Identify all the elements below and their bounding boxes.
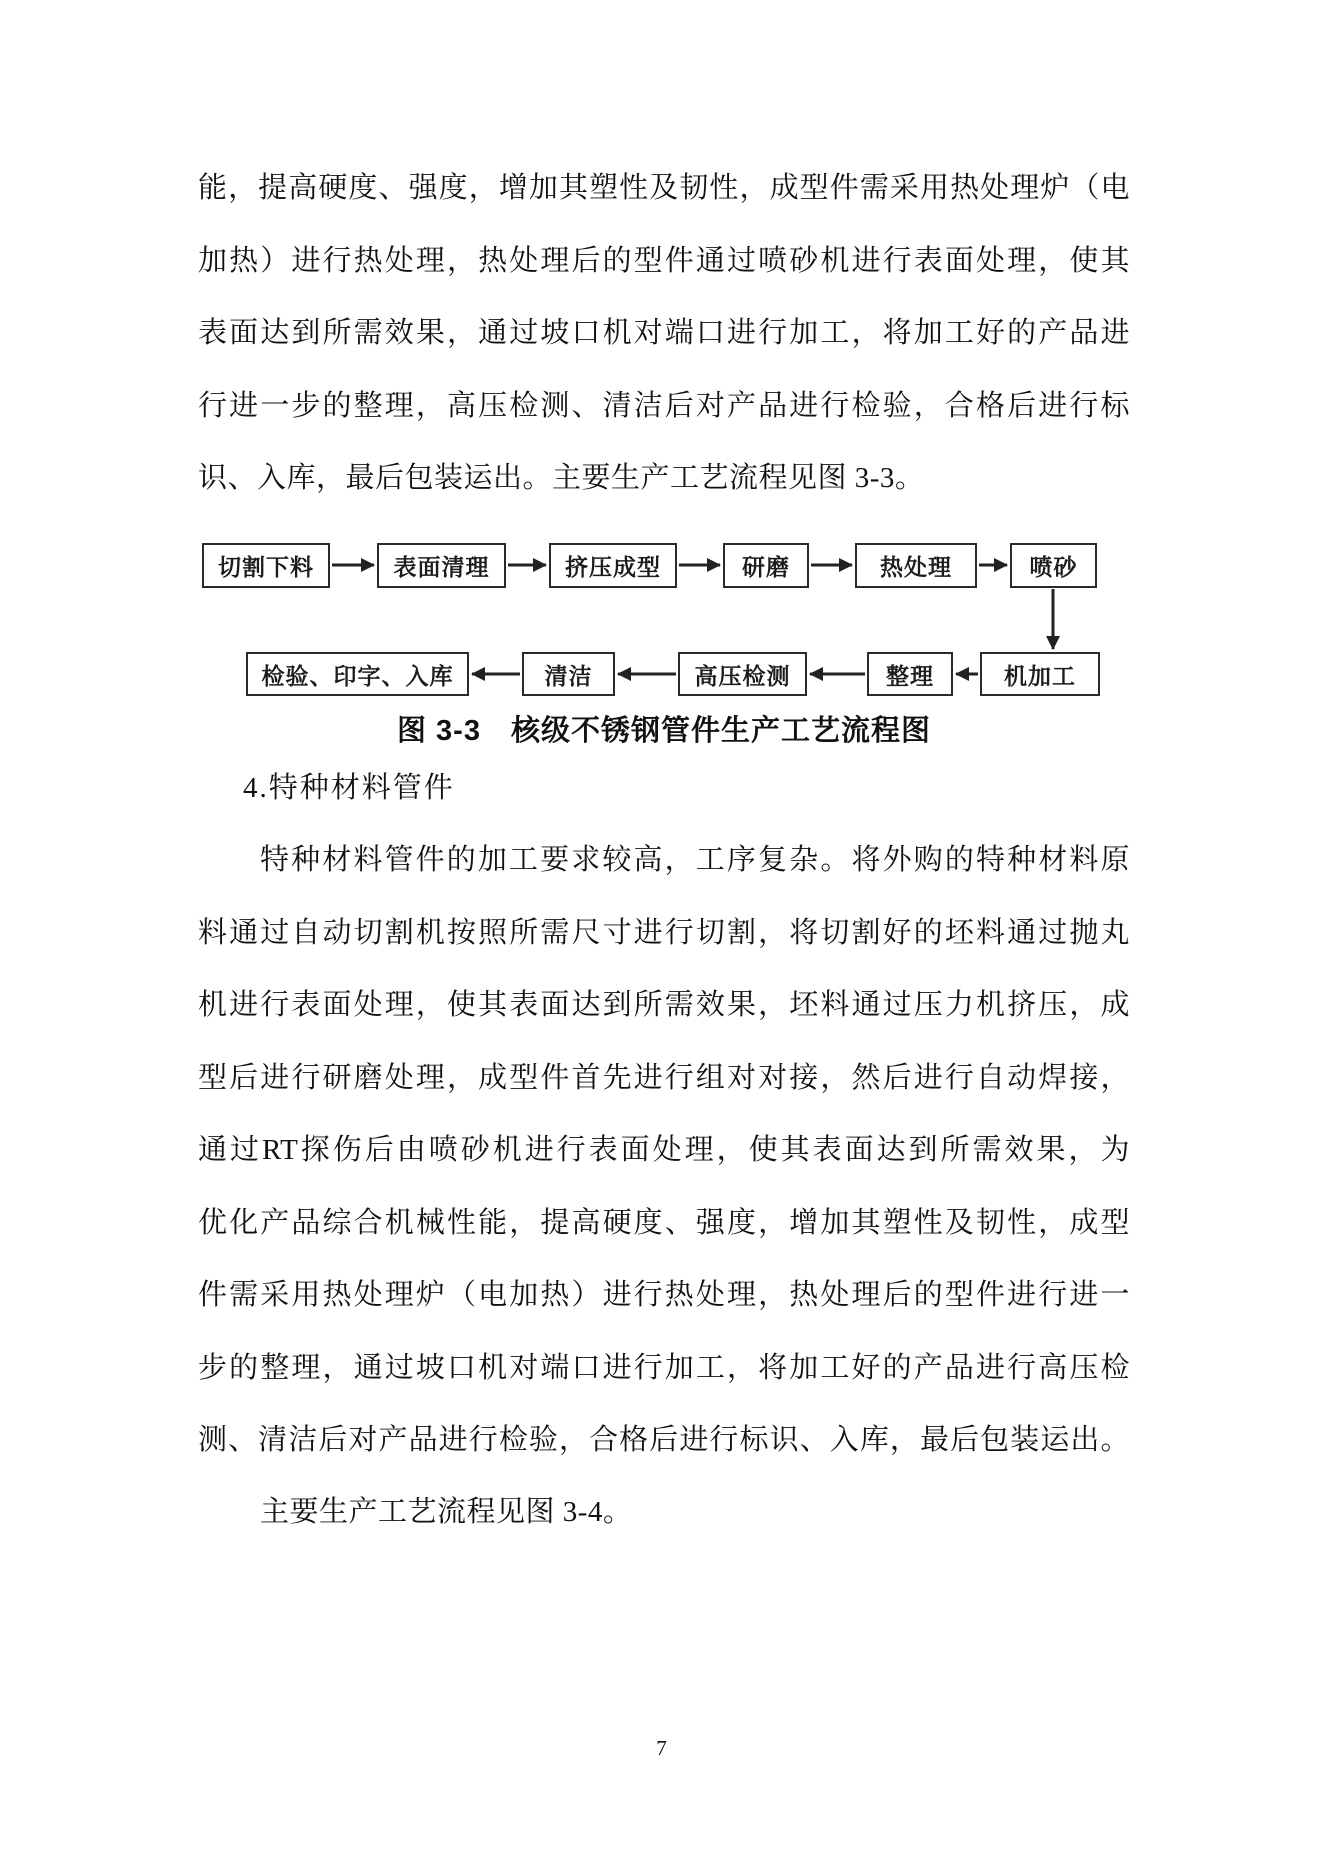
paragraph-2 [198, 824, 1130, 1477]
body-line: 主要生产工艺流程见图 3-4。 [260, 1496, 633, 1528]
body-line: 优化产品综合机械性能，提高硬度、强度，增加其塑性及韧性，成型 [198, 1206, 1130, 1239]
body-line: 加热）进行热处理，热处理后的型件通过喷砂机进行表面处理，使其 [198, 244, 1130, 277]
body-line: 通过RT探伤后由喷砂机进行表面处理，使其表面达到所需效果，为 [198, 1134, 1130, 1166]
body-line: 行进一步的整理，高压检测、清洁后对产品进行检验，合格后进行标 [198, 389, 1130, 422]
flow-step-sandblasting: 喷砂 [1010, 543, 1097, 588]
flow-step-cutting: 切割下料 [202, 543, 330, 588]
flow-step-pressure-test: 高压检测 [678, 652, 807, 696]
body-line: 能，提高硬度、强度，增加其塑性及韧性，成型件需采用热处理炉（电 [198, 172, 1130, 204]
flow-step-grinding: 研磨 [723, 543, 809, 588]
figure-caption: 图 3-3 核级不锈钢管件生产工艺流程图 [397, 715, 931, 747]
flow-step-heat-treatment: 热处理 [855, 543, 977, 588]
body-line: 件需采用热处理炉（电加热）进行热处理，热处理后的型件进行进一 [198, 1279, 1130, 1311]
paragraph-1 [198, 152, 1130, 515]
section-heading: 4.特种材料管件 [243, 772, 455, 804]
body-line: 测、清洁后对产品进行检验，合格后进行标识、入库，最后包装运出。 [198, 1424, 1130, 1456]
body-line: 特种材料管件的加工要求较高，工序复杂。将外购的特种材料原 [260, 844, 1130, 876]
flow-step-machining: 机加工 [980, 652, 1100, 696]
page-number: 7 [656, 1736, 667, 1760]
body-line: 料通过自动切割机按照所需尺寸进行切割，将切割好的坯料通过抛丸 [198, 916, 1130, 949]
flow-step-cleaning: 清洁 [522, 652, 615, 696]
body-line: 型后进行研磨处理，成型件首先进行组对对接，然后进行自动焊接， [198, 1061, 1130, 1094]
flow-step-tidying: 整理 [867, 652, 953, 696]
body-line: 机进行表面处理，使其表面达到所需效果，坯料通过压力机挤压，成 [198, 989, 1130, 1021]
body-line: 识、入库，最后包装运出。主要生产工艺流程见图 3-3。 [198, 462, 925, 494]
flow-step-extrusion: 挤压成型 [549, 543, 677, 588]
body-line: 表面达到所需效果，通过坡口机对端口进行加工，将加工好的产品进 [198, 317, 1130, 349]
paragraph-3 [198, 1476, 1130, 1549]
body-line: 步的整理，通过坡口机对端口进行加工，将加工好的产品进行高压检 [198, 1351, 1130, 1384]
flow-step-surface-clean: 表面清理 [377, 543, 506, 588]
flow-step-inspect-mark-store: 检验、印字、入库 [246, 652, 469, 696]
process-flowchart [0, 535, 1180, 710]
